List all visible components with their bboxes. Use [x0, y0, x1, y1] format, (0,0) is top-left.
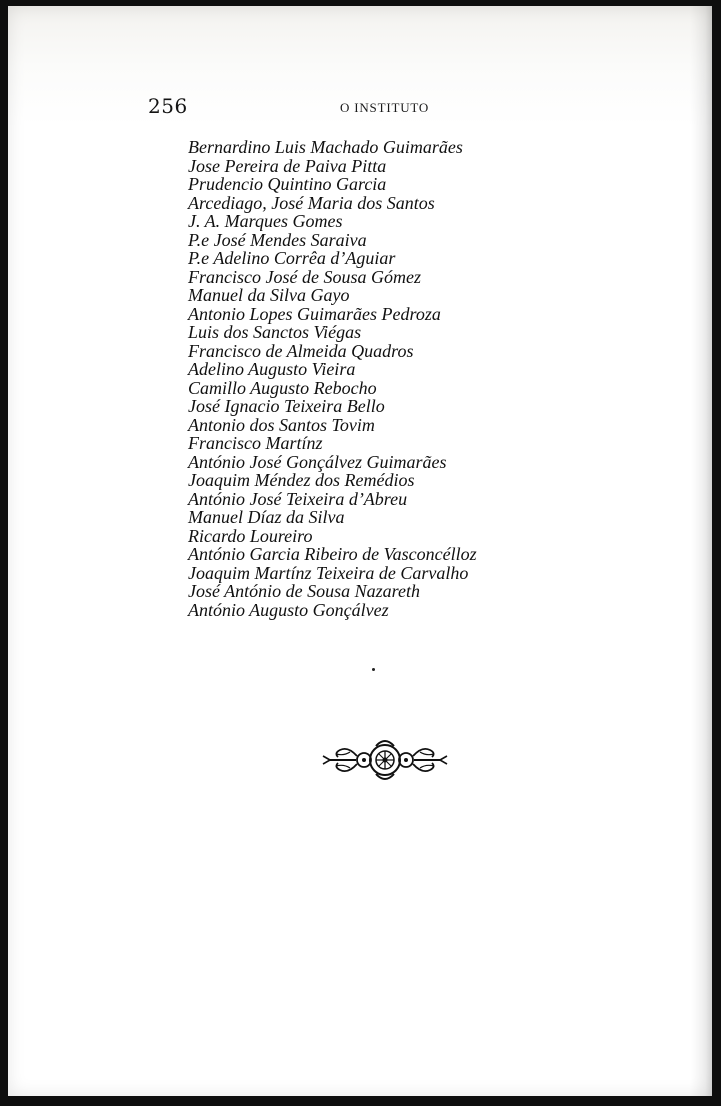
list-item: Jose Pereira de Paiva Pitta	[188, 155, 387, 176]
list-item: Joaquim Méndez dos Remédios	[188, 470, 415, 490]
name-list	[188, 138, 477, 619]
list-item: Manuel da Silva Gayo	[188, 285, 350, 305]
page-header	[8, 94, 712, 122]
list-item: Antonio dos Santos Tovim	[188, 414, 375, 435]
list-item: P.e José Mendes Saraiva	[188, 229, 367, 250]
list-item: Camillo Augusto Rebocho	[188, 377, 377, 398]
list-item: António José Gonçálvez Guimarães	[188, 451, 447, 472]
list-item: António Garcia Ribeiro de Vasconcélloz	[188, 544, 477, 564]
list-item: Francisco José de Sousa Gómez	[188, 266, 421, 287]
running-head: O INSTITUTO	[340, 100, 430, 115]
list-item: Adelino Augusto Vieira	[188, 359, 356, 379]
list-item: Francisco de Almeida Quadros	[188, 340, 414, 361]
book-page	[8, 6, 712, 1096]
decorative-ornament-icon	[320, 734, 450, 786]
list-item: Arcediago, José Maria dos Santos	[188, 192, 435, 213]
list-item: Ricardo Loureiro	[188, 525, 313, 546]
list-item: J. A. Marques Gomes	[188, 211, 343, 231]
page-number: 256	[148, 94, 188, 118]
page-edge-shadow	[690, 6, 712, 1096]
list-item: José António de Sousa Nazareth	[188, 581, 420, 601]
list-item: Joaquim Martínz Teixeira de Carvalho	[188, 562, 469, 583]
list-item: Prudencio Quintino Garcia	[188, 174, 387, 194]
list-item: Manuel Díaz da Silva	[188, 507, 345, 527]
ink-dot	[372, 668, 375, 671]
list-item: P.e Adelino Corrêa d’Aguiar	[188, 248, 396, 268]
list-item: Francisco Martínz	[188, 433, 323, 453]
list-item: Luis dos Sanctos Viégas	[188, 322, 362, 342]
list-item: António Augusto Gonçálvez	[188, 599, 389, 620]
list-item: António José Teixeira d’Abreu	[188, 488, 408, 509]
list-item: José Ignacio Teixeira Bello	[188, 396, 385, 416]
list-item: Antonio Lopes Guimarães Pedroza	[188, 303, 441, 324]
list-item: Bernardino Luis Machado Guimarães	[188, 137, 463, 157]
